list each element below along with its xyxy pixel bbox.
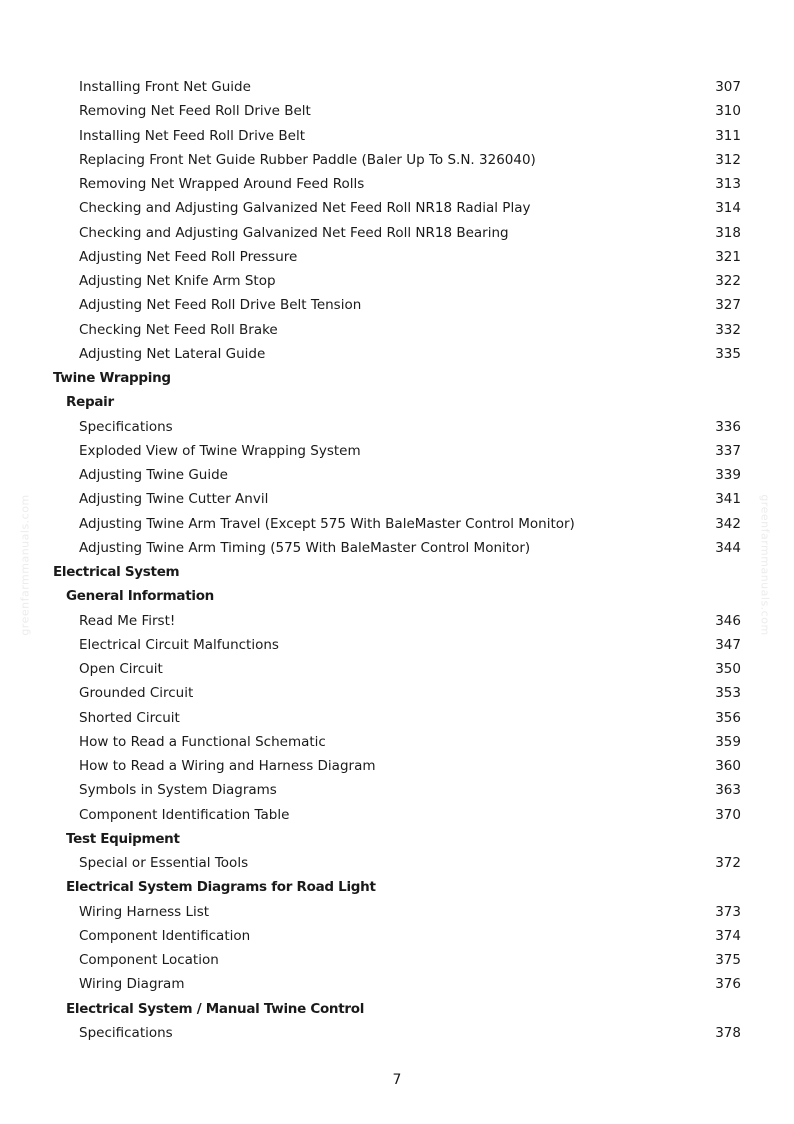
toc-entry-page: 322 [715,273,741,289]
toc-subsection-heading [0,875,794,899]
toc-section-heading [0,366,794,390]
toc-entry-title: Exploded View of Twine Wrapping System [79,442,361,459]
toc-entry-title: Electrical Circuit Malfunctions [79,636,279,653]
toc-entry[interactable] [0,972,794,996]
toc-entry-title: Checking Net Feed Roll Brake [79,321,278,338]
toc-entry-page: 363 [715,782,741,799]
toc-entry-title: Adjusting Twine Arm Travel (Except 575 With BaleMaster Control Monitor) [79,515,575,532]
toc-entry[interactable] [0,754,794,778]
toc-subsection-heading [0,390,794,414]
toc-entry-page: 335 [715,345,741,362]
toc-entry-title: Checking and Adjusting Galvanized Net Feed Roll NR18 Bearing [79,224,509,241]
toc-entry-page: 327 [715,297,741,314]
toc-entry[interactable] [0,75,794,99]
toc-entry-title: Special or Essential Tools [79,855,249,871]
toc-entry-title: Installing Front Net Guide [79,79,251,95]
toc-subsection-heading [0,997,794,1021]
toc-entry-page: 344 [715,539,741,556]
toc-entry[interactable] [0,342,794,366]
toc-entry-title: Wiring Diagram [79,976,185,993]
toc-entry-page: 312 [715,151,741,168]
toc-entry-title: Open Circuit [79,661,163,677]
toc-entry[interactable] [0,172,794,196]
toc-entry-page: 307 [715,79,741,95]
toc-entry-page: 313 [715,176,741,192]
toc-entry-title: Symbols in System Diagrams [79,782,277,799]
toc-entry-title: Component Identification Table [79,806,290,823]
toc-entry[interactable] [0,633,794,657]
toc-entry[interactable] [0,900,794,924]
toc-entry[interactable] [0,681,794,705]
toc-entry-title: Checking and Adjusting Galvanized Net Feed Roll NR18 Radial Play [79,200,531,217]
toc-entry[interactable] [0,415,794,439]
toc-entry-page: 321 [715,248,741,265]
toc-entry[interactable] [0,803,794,827]
toc-subsection-heading [0,584,794,608]
toc-entry[interactable] [0,124,794,148]
toc-entry[interactable] [0,269,794,293]
toc-entry-page: 336 [715,418,741,435]
toc-entry[interactable] [0,730,794,754]
toc-entry[interactable] [0,245,794,269]
toc-entry[interactable] [0,536,794,560]
toc-entry-title: Read Me First! [79,612,176,629]
toc-entry-title: Wiring Harness List [79,903,210,920]
toc-entry-title: Replacing Front Net Guide Rubber Paddle (Baler Up To S.N. 326040) [79,151,536,168]
toc-section-heading [0,560,794,584]
toc-entry-title: How to Read a Functional Schematic [79,733,326,750]
toc-entry-page: 378 [715,1024,741,1041]
toc-entry-page: 310 [715,103,741,120]
toc-entry-title: Test Equipment [66,830,180,847]
toc-entry-title: Adjusting Twine Guide [79,467,228,483]
toc-entry-title: How to Read a Wiring and Harness Diagram [79,758,376,774]
toc-entry-title: Electrical System [53,564,180,580]
toc-entry-page: 314 [715,200,741,217]
toc-entry-title: Adjusting Net Knife Arm Stop [79,273,276,289]
toc-entry-title: Adjusting Net Lateral Guide [79,345,266,362]
toc-entry-title: Twine Wrapping [53,370,171,386]
toc-entry-page: 342 [715,515,741,532]
toc-entry-page: 346 [715,612,741,629]
toc-subsection-heading [0,827,794,851]
toc-entry[interactable] [0,706,794,730]
toc-entry-title: Removing Net Wrapped Around Feed Rolls [79,176,365,192]
toc-entry-title: Adjusting Twine Arm Timing (575 With BaleMaster Control Monitor) [79,539,531,556]
toc-entry-page: 332 [715,321,741,338]
toc-entry[interactable] [0,148,794,172]
toc-entry[interactable] [0,609,794,633]
toc-entry-page: 376 [715,976,741,993]
toc-entry[interactable] [0,948,794,972]
toc-entry-page: 360 [715,758,741,774]
toc-entry-page: 374 [715,927,741,944]
toc-entry-page: 350 [715,661,741,677]
toc-entry[interactable] [0,778,794,802]
toc-entry-title: Installing Net Feed Roll Drive Belt [79,127,306,144]
toc-entry[interactable] [0,512,794,536]
table-of-contents [0,75,794,1045]
toc-entry[interactable] [0,221,794,245]
toc-entry-title: Electrical System Diagrams for Road Light [66,879,376,896]
toc-entry-title: Electrical System / Manual Twine Control [66,1000,365,1017]
toc-entry-title: Adjusting Net Feed Roll Pressure [79,248,298,265]
toc-entry[interactable] [0,924,794,948]
toc-entry-page: 375 [715,952,741,968]
toc-entry[interactable] [0,439,794,463]
toc-entry-page: 341 [715,491,741,508]
toc-entry[interactable] [0,99,794,123]
toc-entry-page: 353 [715,685,741,702]
toc-entry-title: Adjusting Twine Cutter Anvil [79,491,269,508]
toc-entry-title: Component Location [79,952,219,968]
toc-entry-title: Removing Net Feed Roll Drive Belt [79,103,311,120]
toc-entry-page: 339 [715,467,741,483]
toc-entry-page: 373 [715,903,741,920]
toc-entry-title: Component Identification [79,927,251,944]
page-number: 7 [392,1072,402,1088]
toc-entry[interactable] [0,851,794,875]
toc-entry[interactable] [0,318,794,342]
toc-entry-page: 337 [715,442,741,459]
toc-entry-page: 318 [715,224,741,241]
toc-entry-page: 372 [715,855,741,871]
toc-entry-page: 359 [715,733,741,750]
toc-entry-title: Specifications [79,418,173,435]
toc-entry[interactable] [0,1021,794,1045]
toc-entry-title: Shorted Circuit [79,709,180,726]
toc-entry[interactable] [0,293,794,317]
toc-entry-page: 370 [715,806,741,823]
toc-entry[interactable] [0,463,794,487]
toc-entry[interactable] [0,487,794,511]
toc-entry-title: Grounded Circuit [79,685,194,702]
toc-entry-page: 311 [715,127,741,144]
toc-entry-page: 356 [715,709,741,726]
watermark-right: greenfarmmanuals.com [758,494,772,636]
toc-entry-title: General Information [66,588,214,605]
toc-entry-title: Specifications [79,1024,173,1041]
toc-entry-title: Repair [66,394,114,411]
toc-entry[interactable] [0,196,794,220]
toc-entry-title: Adjusting Net Feed Roll Drive Belt Tension [79,297,362,314]
toc-entry-page: 347 [715,636,741,653]
watermark-left: greenfarmmanuals.com [18,494,32,636]
toc-entry[interactable] [0,657,794,681]
